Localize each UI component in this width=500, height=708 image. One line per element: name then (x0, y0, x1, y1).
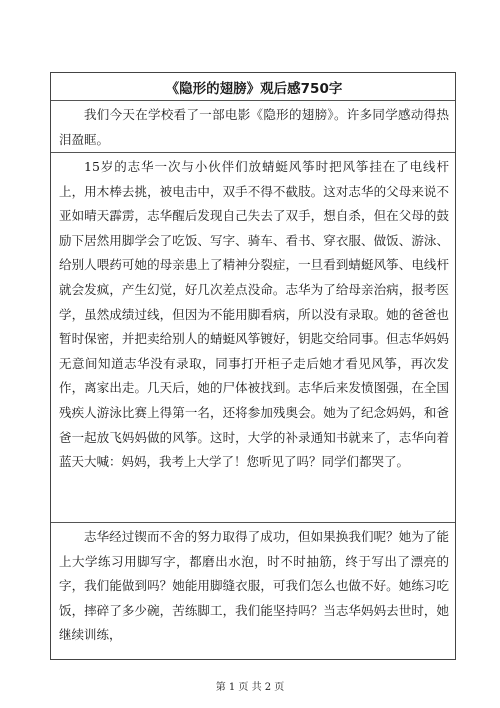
paragraph-intro: 我们今天在学校看了一部电影《隐形的翅膀》。许多同学感动得热泪盈眶。 (51, 100, 455, 152)
page-footer: 第 1 页 共 2 页 (215, 682, 285, 693)
document-table (50, 72, 456, 660)
paragraph-story: 15岁的志华一次与小伙伴们放蜻蜓风筝时把风筝挂在了电线杆上，用木棒去挑，被电击中，双手不得不截肢。这对志华的父母来说不亚如晴天霹雳，志华醒后发现自己失去了双手，想自杀，但在父母的鼓励下居然用脚学会了吃饭、写字、骑车、看书、穿衣服、做饭、游泳、给别人喂药可她的母亲患上了精神分裂症，一旦看到蜻蜓风筝、电线杆就会发疯，产生幻觉，好几次差点没命。志华为了给母亲治病，报考医学，虽然成绩过线，但因为不能用脚看病，所以没有录取。她的爸爸也暂时保密，并把卖给别人的蜻蜓风筝镀好，钥匙交给同事。但志华妈妈无意间知道志华没有录取，同事打开柜子走后她才看见风筝，再次发作，离家出走。几天后，她的尸体被找到。志华后来发愤图强，在全国残疾人游泳比赛上得第一名，还将参加残奥会。她为了纪念妈妈，和爸爸一起放飞妈妈做的风筝。这时，大学的补录通知书就来了，志华向着蓝天大喊：妈妈，我考上大学了！您听见了吗？同学们都哭了。 (51, 152, 455, 522)
document-title: 《隐形的翅膀》观后感750字 (165, 80, 343, 97)
paragraph-reflection: 志华经过锲而不舍的努力取得了成功，但如果换我们呢？她为了能上大学练习用脚写字，都磨出水泡，时不时抽筋，终于写出了漂亮的字，我们能做到吗？她能用脚缝衣服，可我们怎么也做不好。她练习吃饭，摔碎了多少碗，苦练脚工，我们能坚持吗？当志华妈妈去世时，她继续训练， (51, 522, 455, 659)
